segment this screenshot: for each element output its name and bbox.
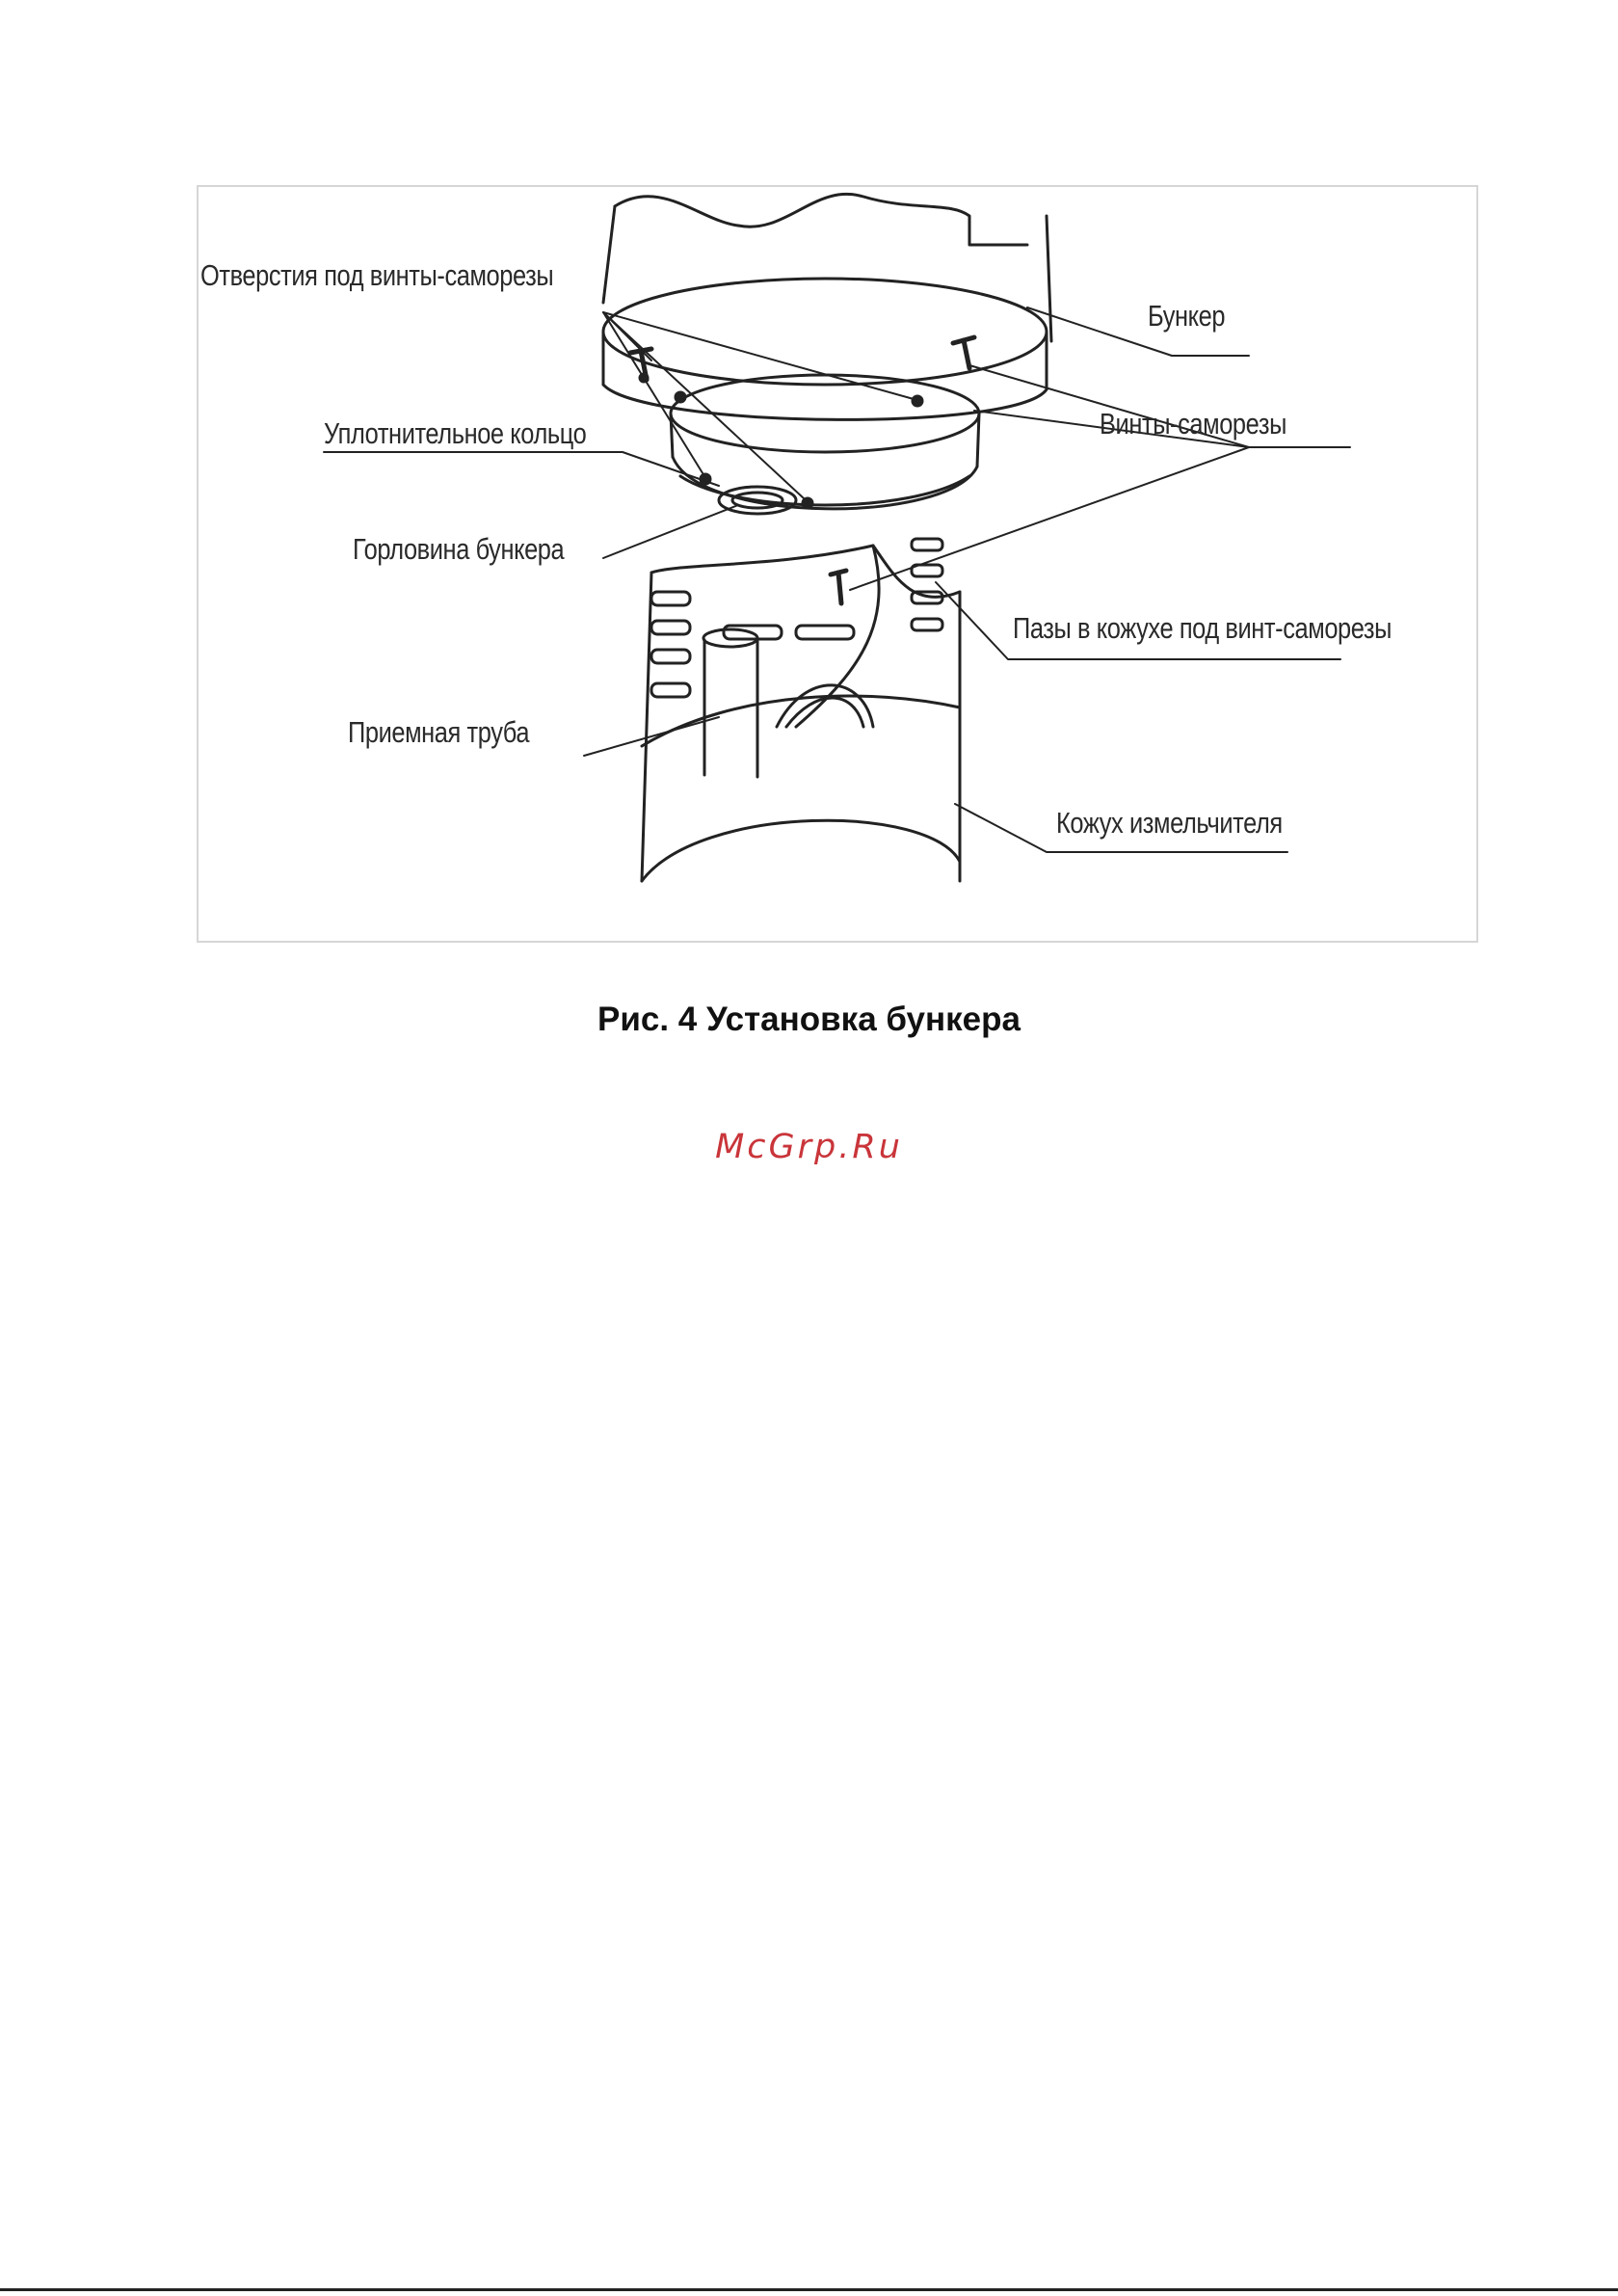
label-casing-slots: Пазы в кожухе под винт-саморезы — [1013, 611, 1393, 645]
figure-frame — [197, 185, 1478, 943]
label-intake-pipe: Приемная труба — [348, 715, 530, 749]
label-screw-holes: Отверстия под винты-саморезы — [200, 258, 554, 292]
label-hopper: Бункер — [1148, 299, 1226, 333]
label-sealing-ring: Уплотнительное кольцо — [324, 416, 587, 450]
casing-back-edge — [651, 546, 873, 573]
label-hopper-neck: Горловина бункера — [353, 532, 565, 566]
label-shredder-casing: Кожух измельчителя — [1056, 806, 1283, 840]
hopper-body — [615, 194, 1027, 245]
bottom-rule — [0, 2288, 1618, 2291]
figure-caption: Рис. 4 Установка бункера — [597, 1001, 1021, 1038]
watermark: McGrp.Ru — [715, 1128, 903, 1166]
label-self-tapping-screws: Винты-саморезы — [1100, 407, 1286, 441]
